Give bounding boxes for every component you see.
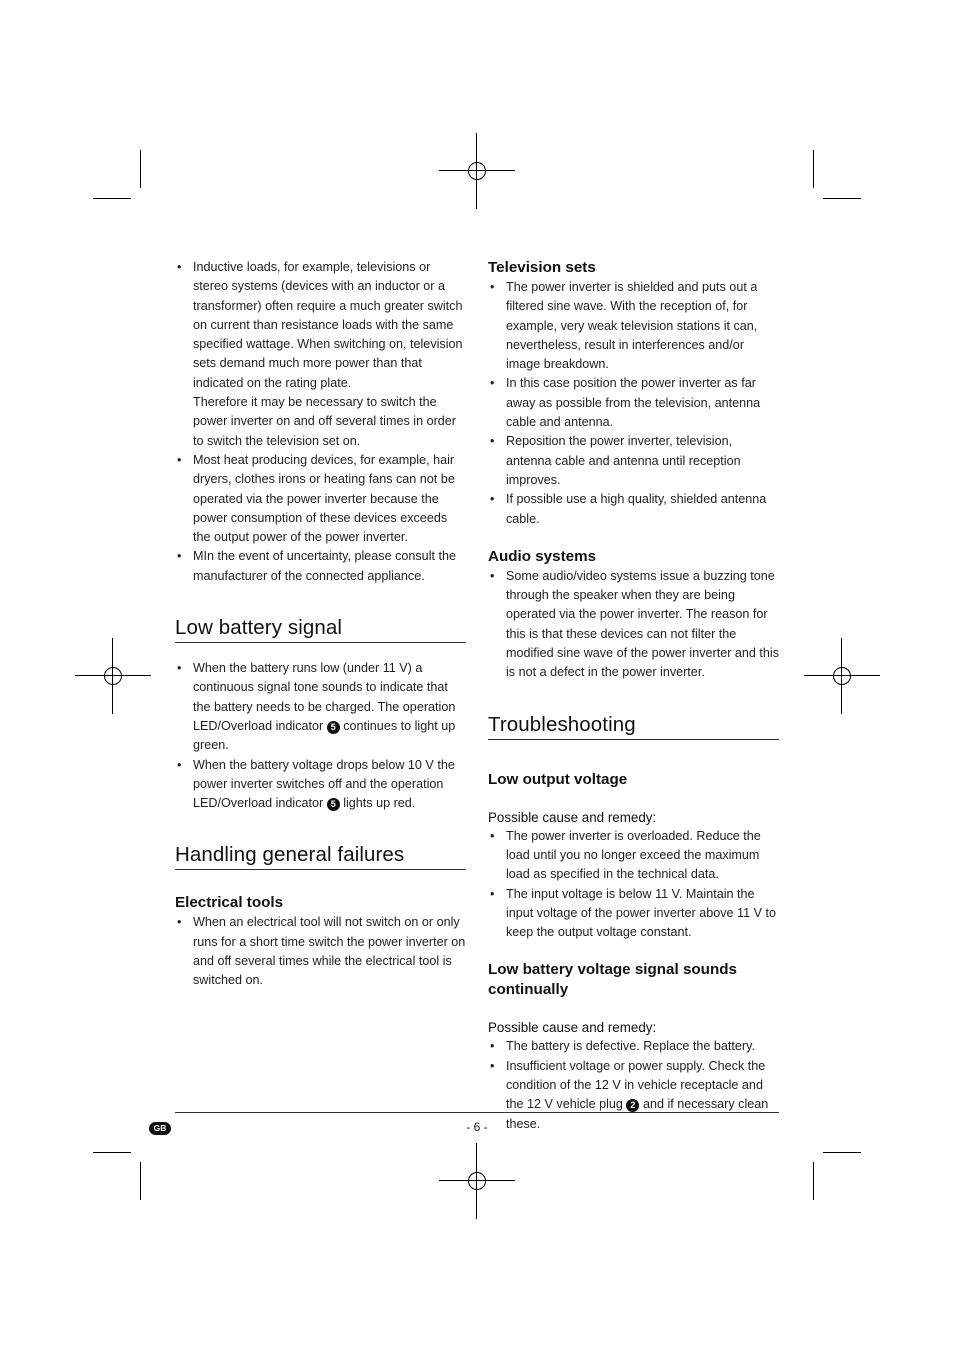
- television-bullets: [488, 278, 779, 529]
- crop-mark: [140, 1162, 141, 1200]
- bullet-text: The power inverter is overloaded. Reduce the load until you no longer exceed the maximum load as specified in the technical data.: [506, 828, 761, 882]
- bullet-text: Insufficient voltage or power supply. Check the condition of the 12 V in vehicle receptacle and the 12 V vehicle plug: [506, 1058, 766, 1112]
- list-item: [175, 258, 466, 451]
- language-badge: GB: [149, 1122, 171, 1135]
- subheading-audio-systems: Audio systems: [488, 547, 597, 565]
- cause-remedy-label: Possible cause and remedy:: [488, 1020, 657, 1036]
- list-item: [175, 547, 466, 586]
- left-column: [175, 258, 466, 991]
- list-item: [175, 659, 466, 755]
- low-battery-bullets: [175, 659, 466, 813]
- bullet-text: When the battery voltage drops below 10 V the power inverter switches off and the operation LED/Overload indicator: [193, 757, 455, 811]
- footer-divider: [175, 1112, 779, 1113]
- page-number: - 6 -: [466, 1120, 488, 1134]
- registration-mark-top: [439, 133, 515, 209]
- crop-mark: [823, 198, 861, 199]
- bullet-text: The power inverter is shielded and puts out a filtered sine wave. With the reception of, for example, very weak television stations it can, nevertheless, result in interferences and/or image breakdown.: [506, 280, 758, 372]
- electrical-tools-bullets: [175, 913, 466, 990]
- list-item: [488, 374, 779, 432]
- bullet-text: and if necessary clean these.: [506, 1097, 769, 1131]
- crop-mark: [823, 1152, 861, 1153]
- right-column: [488, 258, 779, 1134]
- subheading-electrical-tools: Electrical tools: [175, 894, 284, 912]
- cause-remedy-label: Possible cause and remedy:: [488, 809, 657, 825]
- list-item: [175, 913, 466, 990]
- audio-bullets: [488, 567, 779, 683]
- subheading-low-battery-voltage-signal: Low battery voltage signal sounds continually: [488, 961, 737, 999]
- registration-mark-bottom: [439, 1143, 515, 1219]
- bullet-text: In this case position the power inverter as far away as possible from the television, antenna cable and antenna.: [506, 376, 761, 430]
- bullet-text: Most heat producing devices, for example, hair dryers, clothes irons or heating fans can not be operated via the power inverter because the power consumption of these devices exceeds the output power of the power inverter.: [193, 452, 455, 545]
- bullet-text: If possible use a high quality, shielded antenna cable.: [506, 492, 767, 526]
- intro-bullets: [175, 258, 466, 586]
- indicator-number-badge: 5: [327, 798, 340, 811]
- bullet-text: Inductive loads, for example, televisions or stereo systems (devices with an inductor or a transformer) often require a much greater switch on current than resistance loads with the same specified wattage. When switching on, television sets demand much more power than that indicated on the rating plate.: [193, 260, 463, 390]
- bullet-text: Reposition the power inverter, television, antenna cable and antenna until reception improves.: [506, 434, 741, 487]
- registration-mark-left: [75, 638, 151, 714]
- list-item: [488, 827, 779, 885]
- bullet-extra-text: Therefore it may be necessary to switch the power inverter on and off several times in order to switch the television set on.: [193, 395, 456, 448]
- crop-mark: [93, 1152, 131, 1153]
- bullet-text: Some audio/video systems issue a buzzing tone through the speaker when they are being operated via the power inverter. The reason for this is that these devices can not filter the modified sine wave of the power inverter and this is not a defect in the power inverter.: [506, 568, 780, 680]
- list-item: [488, 490, 779, 529]
- section-heading-low-battery: Low battery signal: [175, 616, 466, 643]
- list-item: [488, 278, 779, 374]
- bullet-text: MIn the event of uncertainty, please consult the manufacturer of the connected appliance.: [193, 549, 456, 583]
- crop-mark: [93, 198, 131, 199]
- registration-mark-right: [804, 638, 880, 714]
- list-item: [175, 756, 466, 814]
- bullet-text: The input voltage is below 11 V. Maintain the input voltage of the power inverter above 11 V to keep the output voltage constant.: [506, 886, 777, 940]
- section-heading-troubleshooting: Troubleshooting: [488, 713, 779, 740]
- list-item: [488, 1037, 779, 1056]
- list-item: [175, 451, 466, 547]
- bullet-text: When the battery runs low (under 11 V) a continuous signal tone sounds to indicate that the battery needs to be charged. The operation LED/Overload indicator: [193, 661, 456, 733]
- low-output-bullets: [488, 827, 779, 943]
- bullet-text: continues to light up green.: [193, 718, 456, 753]
- bullet-text: The battery is defective. Replace the battery.: [506, 1039, 755, 1054]
- bullet-text: When an electrical tool will not switch on or only runs for a short time switch the power inverter on and off several times while the electrical tool is switched on.: [193, 915, 466, 988]
- crop-mark: [813, 1162, 814, 1200]
- section-heading-general-failures: Handling general failures: [175, 843, 466, 870]
- list-item: [488, 567, 779, 683]
- low-battery-signal-bullets: [488, 1037, 779, 1133]
- subheading-low-output-voltage: Low output voltage: [488, 770, 628, 788]
- list-item: [488, 432, 779, 490]
- plug-number-badge: 2: [626, 1099, 639, 1112]
- indicator-number-badge: 5: [327, 721, 340, 734]
- list-item: [488, 1057, 779, 1134]
- list-item: [488, 885, 779, 943]
- crop-mark: [813, 150, 814, 188]
- subheading-television-sets: Television sets: [488, 259, 596, 276]
- bullet-text: lights up red.: [343, 796, 416, 811]
- crop-mark: [140, 150, 141, 188]
